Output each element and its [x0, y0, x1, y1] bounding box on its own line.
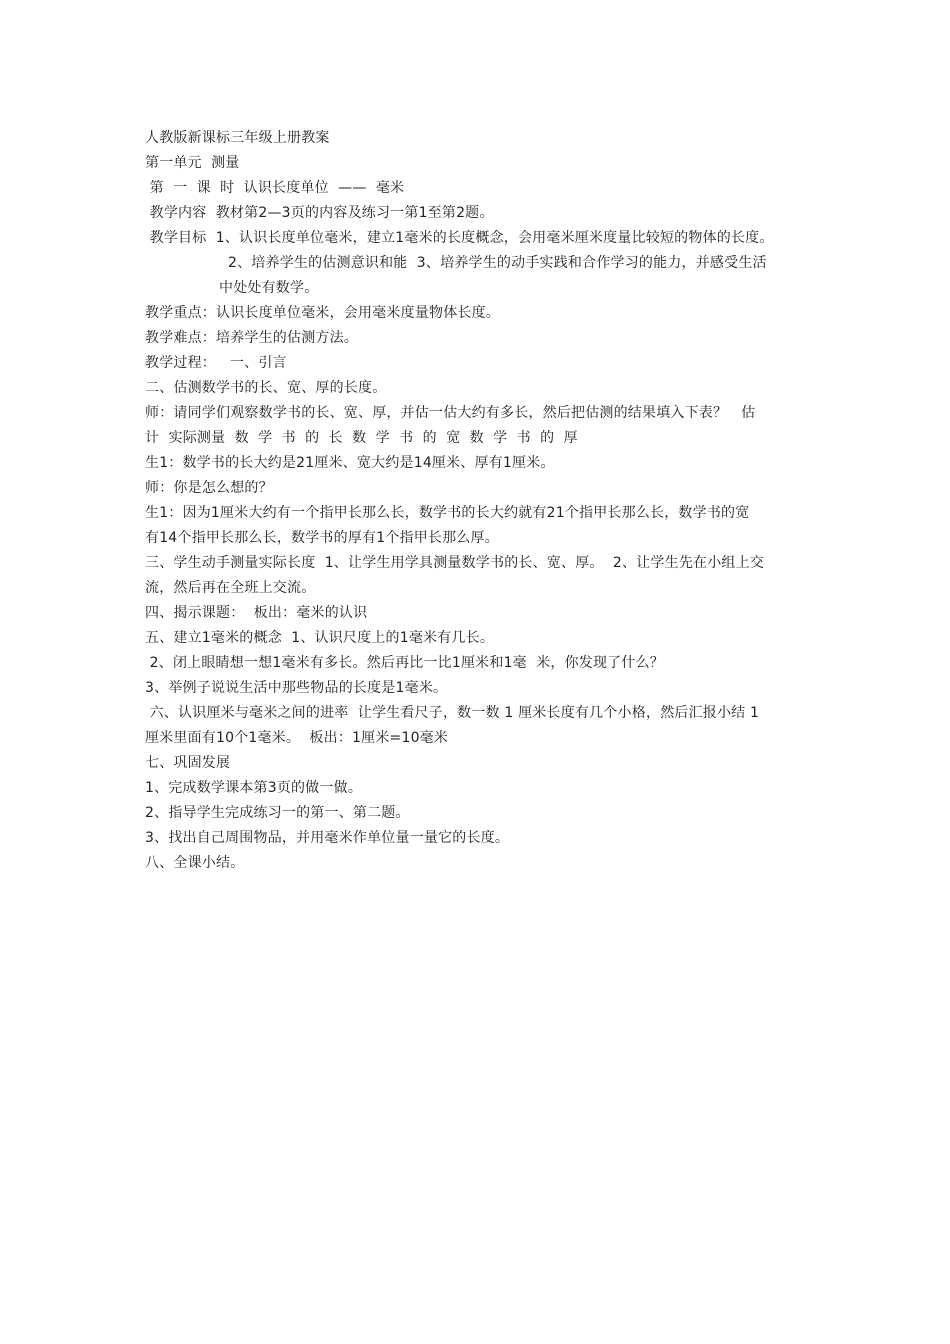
unit-heading: 第一单元 测量 [145, 155, 240, 171]
difficulty-line: 教学难点：培养学生的估测方法。 [145, 330, 358, 346]
section-heading: 二、估测数学书的长、宽、厚的长度。 [145, 380, 387, 396]
paragraph-line: 3、找出自己周围物品，并用毫米作单位量一量它的长度。 [145, 830, 510, 846]
paragraph-line: 1、完成数学课本第3页的做一做。 [145, 780, 363, 796]
teaching-goal-line: 2、培养学生的估测意识和能 3、培养学生的动手实践和合作学习的能力，并感受生活 [228, 255, 767, 271]
paragraph-line: 生1：因为1厘米大约有一个指甲长那么长，数学书的长大约就有21个指甲长那么长，数学书的宽 [145, 505, 750, 521]
paragraph-line: 厘米里面有10个1毫米。 板出：1厘米=10毫米 [145, 730, 449, 746]
paragraph-line: 2、闭上眼睛想一想1毫米有多长。然后再比一比1厘米和1毫 米，你发现了什么？ [145, 655, 664, 671]
key-point-line: 教学重点：认识长度单位毫米，会用毫米度量物体长度。 [145, 305, 500, 321]
section-heading: 七、巩固发展 [145, 755, 231, 771]
process-line: 教学过程： 一、引言 [145, 355, 287, 371]
section-heading: 五、建立1毫米的概念 1、认识尺度上的1毫米有几长。 [145, 630, 495, 646]
teaching-content-line: 教学内容 教材第2—3页的内容及练习一第1至第2题。 [145, 205, 494, 221]
paragraph-line: 有14个指甲长那么长，数学书的厚有1个指甲长那么厚。 [145, 530, 499, 546]
paragraph-line: 生1：数学书的长大约是21厘米、宽大约是14厘米、厚有1厘米。 [145, 455, 555, 471]
paragraph-line: 3、举例子说说生活中那些物品的长度是1毫米。 [145, 680, 448, 696]
doc-title: 人教版新课标三年级上册教案 [145, 130, 330, 146]
teaching-goal-line: 教学目标 1、认识长度单位毫米，建立1毫米的长度概念，会用毫米厘米度量比较短的物体的长度。 [145, 230, 774, 246]
paragraph-line: 计 实际测量 数 学 书 的 长 数 学 书 的 宽 数 学 书 的 厚 [145, 430, 578, 446]
paragraph-line: 流，然后再在全班上交流。 [145, 580, 316, 596]
lesson-heading: 第 一 课 时 认识长度单位 —— 毫米 [145, 180, 405, 196]
section-heading: 三、学生动手测量实际长度 1、让学生用学具测量数学书的长、宽、厚。 2、让学生先在小组上交 [145, 555, 765, 571]
section-heading: 八、全课小结。 [145, 855, 245, 871]
paragraph-line: 师：请同学们观察数学书的长、宽、厚，并估一估大约有多长，然后把估测的结果填入下表？ 估 [145, 405, 756, 421]
paragraph-line: 师：你是怎么想的？ [145, 480, 273, 496]
paragraph-line: 2、指导学生完成练习一的第一、第二题。 [145, 805, 410, 821]
section-heading: 六、认识厘米与毫米之间的进率 让学生看尺子，数一数 1 厘米长度有几个小格，然后汇报小结 1 [145, 705, 760, 721]
section-heading: 四、揭示课题： 板出：毫米的认识 [145, 605, 368, 621]
teaching-goal-line: 中处处有数学。 [219, 280, 319, 296]
